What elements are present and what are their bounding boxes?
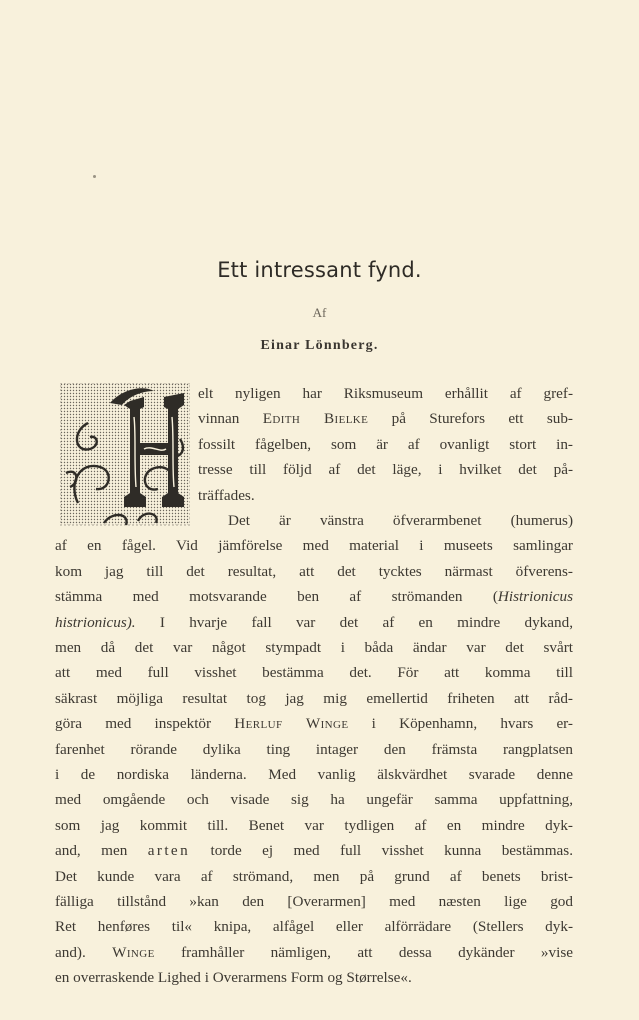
body-line (198, 483, 573, 508)
author-name: Einar Lönnberg. (260, 338, 379, 353)
body-line (55, 940, 573, 965)
text-run: I hvarje fall var det af en mindre dykand, (135, 614, 573, 631)
emphasized-word: arten (147, 842, 191, 859)
body-line (55, 737, 573, 762)
text-run: i de nordiska länderna. Med vanlig älskvärdhet svarade denne (55, 766, 573, 783)
body-line (55, 559, 573, 584)
body-line (55, 584, 573, 609)
text-run: Det är vänstra öfverarmbenet (humerus) (228, 512, 573, 529)
person-name: Edith Bielke (262, 410, 369, 427)
decorated-initial-h (60, 383, 190, 531)
body-line (55, 813, 573, 838)
text-run: kom jag till det resultat, att det tycktes närmast öfverens- (55, 563, 573, 580)
body-line (55, 610, 573, 635)
body-line (198, 457, 573, 482)
person-name: Winge (112, 944, 155, 961)
text-run: som jag kommit till. Benet var tydligen af en mindre dyk- (55, 817, 573, 834)
body-line (55, 711, 573, 736)
body-line (198, 406, 573, 431)
body-line (55, 864, 573, 889)
text-run: fälliga tillstånd »kan den [Overarmen] med næsten lige god (55, 893, 573, 910)
text-run: en overraskende Lighed i Overarmens Form og Størrelse«. (55, 969, 412, 986)
byline: Af (312, 305, 327, 320)
text-run: Det kunde vara af strömand, men på grund af benets brist- (55, 868, 573, 885)
text-run: stämma med motsvarande ben af strömanden ( (55, 588, 498, 605)
text-run: torde ej med full visshet kunna bestämmas. (190, 842, 573, 859)
text-run: att med full visshet bestämma det. För att komma till (55, 664, 573, 681)
page-speck (93, 175, 96, 178)
person-name: Herluf Winge (234, 715, 349, 732)
body-line (198, 381, 573, 406)
body-line (55, 787, 573, 812)
text-run: träffades. (198, 487, 255, 504)
species-name: histrionicus). (55, 614, 136, 631)
body-line (198, 432, 573, 457)
text-run: framhåller nämligen, att dessa dykänder »vise (154, 944, 573, 961)
body-line (55, 889, 573, 914)
text-run: tresse till följd af det läge, i hvilket det på- (198, 461, 573, 478)
text-run: vinnan (198, 410, 263, 427)
text-run: säkrast möjliga resultat tog jag mig emellertid friheten att råd- (55, 690, 573, 707)
body-line (55, 838, 573, 863)
body-line (228, 508, 573, 533)
text-run: men då det var något stympadt i båda ändar var det svårt (55, 639, 573, 656)
text-run: på Sturefors ett sub- (368, 410, 573, 427)
body-line (55, 533, 573, 558)
text-run: göra med inspektör (55, 715, 235, 732)
text-run: elt nyligen har Riksmuseum erhållit af gref- (198, 385, 573, 402)
article-title: Ett intressant fynd. (217, 258, 422, 282)
text-run: fossilt fågelben, som är af ovanligt stort in- (198, 436, 573, 453)
body-line (55, 686, 573, 711)
text-run: i Köpenhamn, hvars er- (348, 715, 573, 732)
body-line (55, 635, 573, 660)
text-run: and). (55, 944, 113, 961)
text-run: af en fågel. Vid jämförelse med material i museets samlingar (55, 537, 573, 554)
body-line (55, 660, 573, 685)
body-line (55, 762, 573, 787)
text-run: Ret henføres til« knipa, alfågel eller alförrädare (Stellers dyk- (55, 918, 573, 935)
species-name: Histrionicus (497, 588, 573, 605)
text-run: med omgående och visade sig ha ungefär samma uppfattning, (55, 791, 573, 808)
text-run: farenhet rörande dylika ting intager den främsta rangplatsen (55, 741, 573, 758)
text-run: and, men (55, 842, 148, 859)
body-line (55, 965, 573, 990)
body-line (55, 914, 573, 939)
